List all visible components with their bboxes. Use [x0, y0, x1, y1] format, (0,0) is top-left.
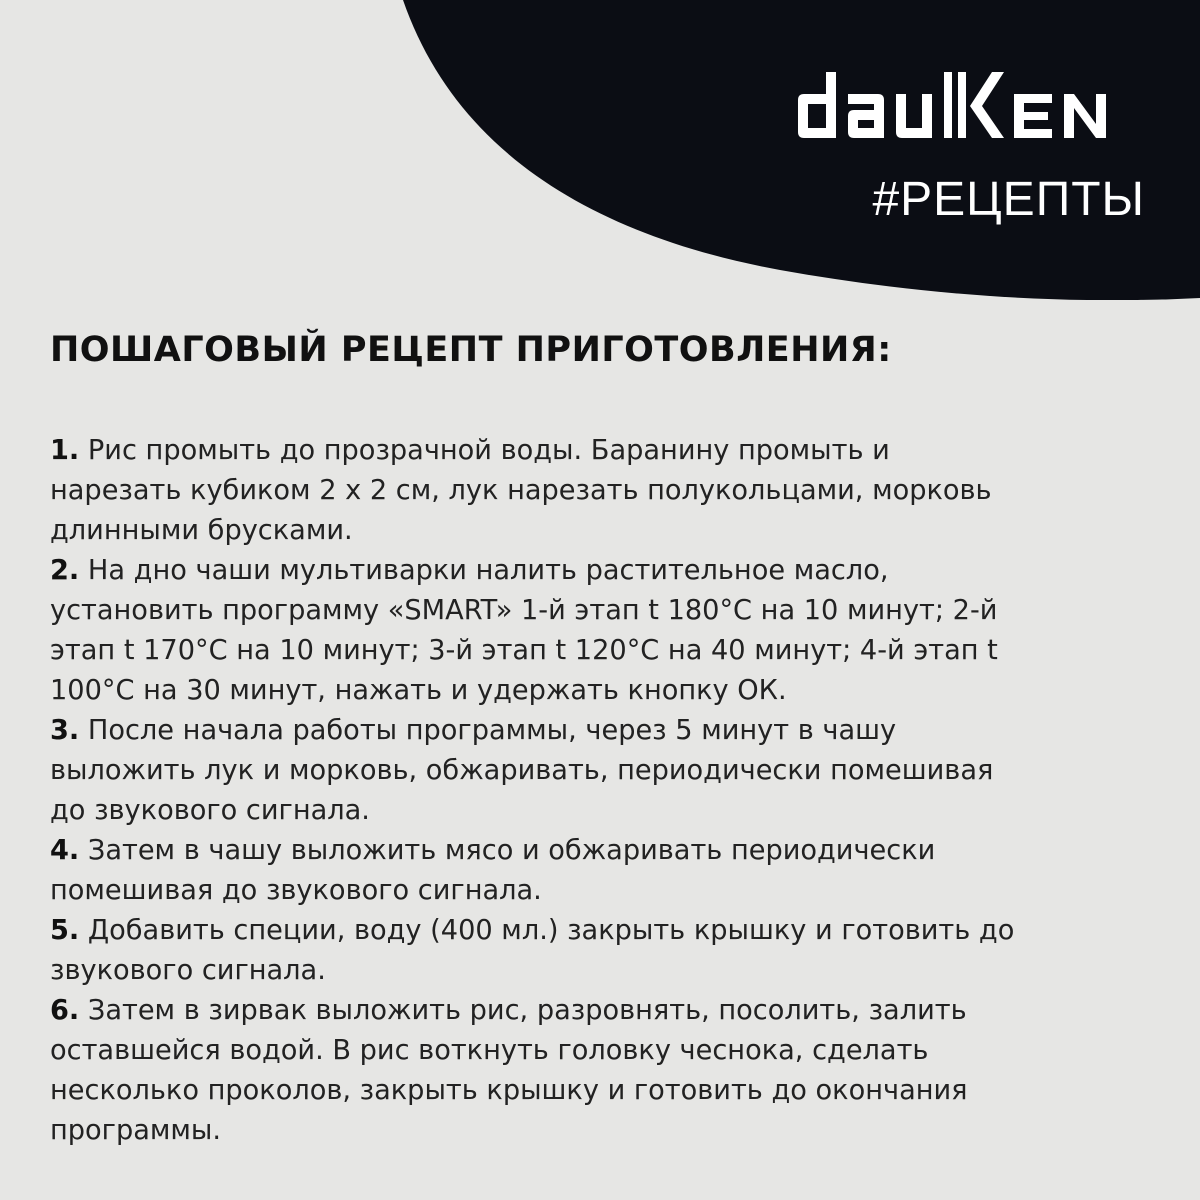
- step-6: [50, 991, 1160, 1151]
- step-text: звукового сигнала.: [50, 955, 326, 986]
- step-text: несколько проколов, закрыть крышку и готовить до окончания: [50, 1075, 968, 1106]
- step-text: выложить лук и морковь, обжаривать, периодически помешивая: [50, 755, 994, 786]
- step-text: помешивая до звукового сигнала.: [50, 875, 542, 906]
- step-text: длинными брусками.: [50, 515, 353, 546]
- hashtag-recipes: #РЕЦЕПТЫ: [872, 173, 1145, 226]
- step-text: 100°С на 30 минут, нажать и удержать кнопку ОК.: [50, 675, 787, 706]
- page-title: ПОШАГОВЫЙ РЕЦЕПТ ПРИГОТОВЛЕНИЯ:: [50, 330, 892, 370]
- step-text: установить программу «SMART» 1-й этап t 180°С на 10 минут; 2-й: [50, 595, 998, 626]
- step-text: этап t 170°С на 10 минут; 3-й этап t 120°С на 40 минут; 4-й этап t: [50, 635, 998, 666]
- step-number: 1.: [50, 435, 80, 466]
- step-text: Рис промыть до прозрачной воды. Баранину промыть и: [87, 435, 890, 466]
- step-number: 6.: [50, 995, 80, 1026]
- header-shape: [0, 0, 1200, 300]
- step-2: [50, 551, 1160, 711]
- step-4: [50, 831, 1160, 911]
- step-text: Затем в зирвак выложить рис, разровнять, посолить, залить: [87, 995, 967, 1026]
- step-text: нарезать кубиком 2 x 2 см, лук нарезать полукольцами, морковь: [50, 475, 992, 506]
- step-text: Затем в чашу выложить мясо и обжаривать периодически: [87, 835, 936, 866]
- step-number: 2.: [50, 555, 80, 586]
- step-text: программы.: [50, 1115, 221, 1146]
- step-text: На дно чаши мультиварки налить растительное масло,: [87, 555, 889, 586]
- step-text: После начала работы программы, через 5 минут в чашу: [79, 715, 897, 746]
- step-text: до звукового сигнала.: [50, 795, 370, 826]
- step-number: 3.: [50, 715, 80, 746]
- dauken-logo: [790, 68, 1150, 140]
- step-number: 5.: [50, 915, 80, 946]
- step-text: Добавить специи, воду (400 мл.) закрыть крышку и готовить до: [87, 915, 1015, 946]
- step-text: оставшейся водой. В рис воткнуть головку чеснока, сделать: [50, 1035, 929, 1066]
- recipe-steps: [50, 431, 1160, 1151]
- step-5: [50, 911, 1160, 991]
- step-1: [50, 431, 1160, 551]
- step-number: 4.: [50, 835, 80, 866]
- step-3: [50, 711, 1160, 831]
